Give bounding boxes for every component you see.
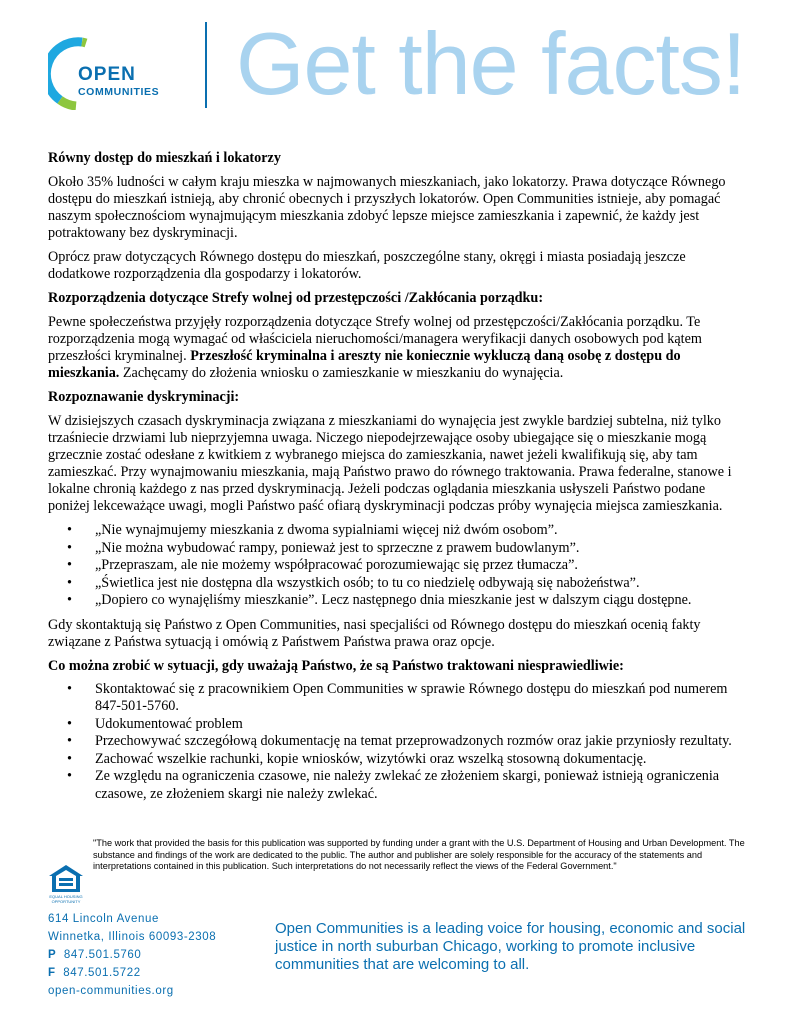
equal-housing-opportunity-icon bbox=[48, 864, 84, 904]
list-item: • Skontaktować się z pracownikiem Open Communities w sprawie Równego dostępu do mieszkań pod numerem 847-501-5760. bbox=[95, 681, 748, 716]
open-communities-logo bbox=[48, 36, 188, 110]
recognizing-paragraph: W dzisiejszych czasach dyskryminacja związana z mieszkaniami do wynajęcia jest zwykle bardziej subtelna, niż tylko trzaśniecie drzwiami lub nieprzyjemna uwaga. Niczego niepodejrzewające osoby ubiegające się o mieszkanie mogą grzecznie zostać odesłane z kwitkiem z wybranego miejsca do zamieszkania, nawet jeżeli kwalifikują się, aby tam zamieszkać. Przy wynajmowaniu mieszkania, mają Państwo prawo do równego traktowania. Prawa federalne, stanowe i lokalne chronią każdego z nas przed dyskryminacją. Jeżeli podczas oglądania mieszkania usłyszeli Państwo podane poniżej lekceważące uwagi, mogli Państwo paść ofiarą dyskryminacji podczas próby wynajęcia miejsca zamieszkania. bbox=[48, 413, 732, 514]
action-list bbox=[48, 681, 748, 804]
logo-line-1: OPEN bbox=[78, 64, 136, 85]
recognizing-heading: Rozpoznawanie dyskryminacji: bbox=[48, 389, 240, 405]
action-heading: Co można zrobić w sytuacji, gdy uważają Państwo, że są Państwo traktowani niesprawiedliwie: bbox=[48, 657, 624, 674]
intro-paragraph-2: Oprócz praw dotyczących Równego dostępu do mieszkań, poszczególne stany, okręgi i miasta posiadają jeszcze dodatkowe rozporządzenia dla gospodarzy i lokatorów. bbox=[48, 249, 686, 282]
intro-paragraph-1: Około 35% ludności w całym kraju mieszka w najmowanych mieszkaniach, jako lokatorzy. Prawa dotyczące Równego dostępu do mieszkań istnieją, aby chronić obecnych i przyszłych lokatorów. Open Communities istnieje, aby pomagać naszym społecznościom wynajmującym mieszkania zdobyć lepsze miejsce zamieszkania i zapewnić, że każdy jest potraktowany bez dyskryminacji. bbox=[48, 174, 726, 241]
address-line-2: Winnetka, Illinois 60093-2308 bbox=[48, 931, 217, 943]
discriminatory-quotes-list bbox=[48, 522, 748, 610]
contact-paragraph: Gdy skontaktują się Państwo z Open Communities, nasi specjaliści od Równego dostępu do mieszkań ocenią fakty związane z Państwa sytuacją i omówią z Państwem Państwa prawa oraz opcje. bbox=[48, 616, 701, 650]
list-item: • Udokumentować problem bbox=[95, 716, 748, 734]
list-item: • Ze względu na ograniczenia czasowe, nie należy zwlekać ze złożeniem skargi, ponieważ istnieją ograniczenia czasowe, ze złożeniem skargi nie należy zwlekać. bbox=[95, 768, 748, 803]
fax-line bbox=[48, 964, 216, 982]
list-item: • Przechowywać szczegółową dokumentację na temat przeprowadzonych rozmów oraz jakie przyniosły rezultaty. bbox=[95, 733, 748, 751]
fax-number: 847.501.5722 bbox=[63, 967, 141, 979]
address-line-1: 614 Lincoln Avenue bbox=[48, 913, 159, 925]
crime-free-text-end: Zachęcamy do złożenia wniosku o zamieszkanie w mieszkaniu do wynajęcia. bbox=[119, 365, 564, 381]
funding-disclaimer: "The work that provided the basis for this publication was supported by funding under a grant with the U.S. Department of Housing and Urban Development. The substance and findings of the work are dedicated to the public. The author and publisher are solely responsible for the accuracy of the statements and interpretations contained in this publication. Such interpretations do not necessarily reflect the views of the Federal Government." bbox=[93, 838, 745, 871]
list-item: • „Nie można wybudować rampy, ponieważ jest to sprzeczne z prawem budowlanym”. bbox=[95, 540, 748, 558]
section-title: Równy dostęp do mieszkań i lokatorzy bbox=[48, 150, 281, 166]
crime-free-text-bold: Przeszłość kryminalna i areszty nie koniecznie wykluczą daną osobę z dostępu do mieszkania. bbox=[48, 348, 681, 381]
website-link[interactable]: open-communities.org bbox=[48, 985, 174, 997]
header-divider bbox=[205, 22, 207, 108]
page-header bbox=[0, 0, 791, 140]
list-item: • „Dopiero co wynajęliśmy mieszkanie”. Lecz następnego dnia mieszkanie jest w dalszym ciągu dostępne. bbox=[95, 592, 748, 610]
footer-address bbox=[48, 910, 216, 1000]
phone-label: P bbox=[48, 949, 57, 961]
fax-label: F bbox=[48, 967, 56, 979]
crime-free-text-start: Pewne społeczeństwa przyjęły rozporządzenia dotyczące Strefy wolnej od przestępczości/Zakłócania porządku. Te rozporządzenia mogą wymagać od właściciela nieruchomości/managera weryfikacji danych osobowych pod kątem przeszłości kryminalnej. bbox=[48, 314, 702, 364]
list-item: • „Nie wynajmujemy mieszkania z dwoma sypialniami więcej niż dwóm osobom”. bbox=[95, 522, 748, 540]
phone-line bbox=[48, 946, 216, 964]
list-item: • „Świetlica jest nie dostępna dla wszystkich osób; to tu co niedzielę odbywają się nabożeństwa”. bbox=[95, 575, 748, 593]
document-body bbox=[48, 150, 748, 803]
crime-free-paragraph bbox=[48, 314, 748, 382]
svg-text:EQUAL HOUSING: EQUAL HOUSING bbox=[49, 894, 83, 899]
crime-free-heading: Rozporządzenia dotyczące Strefy wolnej od przestępczości /Zakłócania porządku: bbox=[48, 290, 544, 306]
phone-number: 847.501.5760 bbox=[63, 949, 142, 961]
mission-statement: Open Communities is a leading voice for housing, economic and social justice in north suburban Chicago, working to promote inclusive communities that are welcoming to all. bbox=[275, 920, 746, 973]
headline: Get the facts! bbox=[236, 14, 746, 113]
svg-text:OPPORTUNITY: OPPORTUNITY bbox=[51, 899, 81, 904]
list-item: • „Przepraszam, ale nie możemy współpracować porozumiewając się przez tłumacza”. bbox=[95, 557, 748, 575]
logo-line-2: COMMUNITIES bbox=[78, 86, 160, 98]
list-item: • Zachować wszelkie rachunki, kopie wniosków, wizytówki oraz wszelką stosowną dokumentację. bbox=[95, 751, 748, 769]
